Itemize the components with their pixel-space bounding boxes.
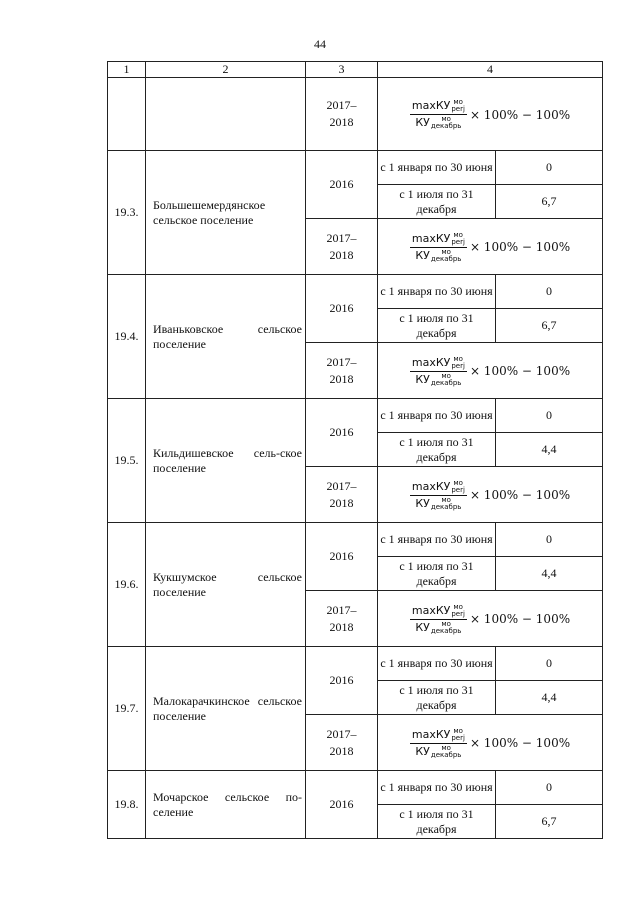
formula-denominator: КУ мо декабрь — [415, 115, 462, 130]
formula-fraction — [410, 99, 467, 130]
year-cell: 2016 — [306, 399, 378, 467]
year-cell: 2017– 2018 — [306, 715, 378, 771]
formula-denominator: КУ мо декабрь — [415, 619, 462, 635]
formula-fraction — [410, 604, 467, 635]
settlement-name: Кукшумское сельское поселение — [146, 523, 306, 647]
settlement-name: Малокарачкинское сельское поселение — [146, 647, 306, 771]
formula-cell — [378, 715, 603, 771]
period-cell: с 1 января по 30 июня — [378, 399, 496, 433]
formula-numerator: maxКУ мо perj — [411, 230, 465, 246]
value-cell: 4,4 — [496, 557, 603, 591]
settlement-name: Иваньковское сельское поселение — [146, 275, 306, 399]
header-col-2: 2 — [146, 62, 306, 78]
formula-numerator: maxКУ мо perj — [411, 354, 465, 370]
period-cell: с 1 июля по 31 декабря — [378, 309, 496, 343]
empty-num-cell — [108, 78, 146, 151]
period-cell: с 1 января по 30 июня — [378, 647, 496, 681]
period-cell: с 1 января по 30 июня — [378, 523, 496, 557]
year-cell: 2017– 2018 — [306, 591, 378, 647]
formula-cell — [378, 343, 603, 399]
formula-fraction — [410, 232, 467, 263]
value-cell: 4,4 — [496, 433, 603, 467]
year-cell: 2016 — [306, 771, 378, 839]
row-number: 19.8. — [108, 771, 146, 839]
row-number: 19.5. — [108, 399, 146, 523]
table-row — [108, 399, 603, 433]
value-cell: 0 — [496, 647, 603, 681]
formula-tail: × 100% − 100% — [469, 240, 571, 254]
formula — [410, 604, 570, 635]
value-cell: 6,7 — [496, 805, 603, 839]
formula-cell — [378, 467, 603, 523]
formula-cell — [378, 78, 603, 151]
header-col-3: 3 — [306, 62, 378, 78]
value-cell: 0 — [496, 399, 603, 433]
table-row — [108, 523, 603, 557]
formula-numerator: maxКУ мо perj — [411, 478, 465, 494]
year-cell: 2016 — [306, 647, 378, 715]
value-cell: 0 — [496, 523, 603, 557]
formula-fraction — [410, 480, 467, 511]
year-cell: 2016 — [306, 151, 378, 219]
table-row — [108, 771, 603, 805]
header-col-1: 1 — [108, 62, 146, 78]
table-row — [108, 647, 603, 681]
year-cell: 2017– 2018 — [306, 219, 378, 275]
value-cell: 0 — [496, 275, 603, 309]
row-number: 19.6. — [108, 523, 146, 647]
formula-tail: × 100% − 100% — [469, 736, 571, 750]
value-cell: 6,7 — [496, 185, 603, 219]
settlement-name: Большешемердянское сельское поселение — [146, 151, 306, 275]
formula-fraction — [410, 728, 467, 759]
year-cell: 2017– 2018 — [306, 467, 378, 523]
period-cell: с 1 января по 30 июня — [378, 151, 496, 185]
year-cell: 2017– 2018 — [306, 343, 378, 399]
value-cell: 6,7 — [496, 309, 603, 343]
formula-numerator: maxКУ мо perj — [411, 726, 465, 742]
formula-tail: × 100% − 100% — [469, 488, 571, 502]
year-cell: 2017– 2018 — [306, 78, 378, 151]
formula-tail: × 100% − 100% — [469, 107, 571, 122]
value-cell: 0 — [496, 151, 603, 185]
formula-tail: × 100% − 100% — [469, 612, 571, 626]
period-cell: с 1 июля по 31 декабря — [378, 185, 496, 219]
formula-denominator: КУ мо декабрь — [415, 743, 462, 759]
formula — [410, 356, 570, 387]
period-cell: с 1 июля по 31 декабря — [378, 805, 496, 839]
header-col-4: 4 — [378, 62, 603, 78]
formula-cell — [378, 591, 603, 647]
table-header-row — [108, 62, 603, 78]
formula — [410, 232, 570, 263]
formula-denominator: КУ мо декабрь — [415, 371, 462, 387]
year-cell: 2016 — [306, 523, 378, 591]
formula-fraction — [410, 356, 467, 387]
row-number: 19.3. — [108, 151, 146, 275]
table-row — [108, 275, 603, 309]
row-number: 19.7. — [108, 647, 146, 771]
formula-cell — [378, 219, 603, 275]
settlement-name: Мочарское сельское по-селение — [146, 771, 306, 839]
formula-tail: × 100% − 100% — [469, 364, 571, 378]
period-cell: с 1 января по 30 июня — [378, 275, 496, 309]
period-cell: с 1 июля по 31 декабря — [378, 433, 496, 467]
empty-name-cell — [146, 78, 306, 151]
year-cell: 2016 — [306, 275, 378, 343]
tariff-table — [107, 61, 603, 839]
page-number: 44 — [314, 37, 326, 51]
row-number: 19.4. — [108, 275, 146, 399]
formula-denominator: КУ мо декабрь — [415, 247, 462, 263]
formula — [410, 728, 570, 759]
continuation-row — [108, 78, 603, 151]
formula-denominator: КУ мо декабрь — [415, 495, 462, 511]
period-cell: с 1 января по 30 июня — [378, 771, 496, 805]
formula — [410, 480, 570, 511]
value-cell: 4,4 — [496, 681, 603, 715]
period-cell: с 1 июля по 31 декабря — [378, 681, 496, 715]
formula-numerator: maxКУ мо perj — [411, 98, 465, 113]
formula-numerator: maxКУ мо perj — [411, 602, 465, 618]
value-cell: 0 — [496, 771, 603, 805]
table-row — [108, 151, 603, 185]
formula — [410, 99, 570, 130]
period-cell: с 1 июля по 31 декабря — [378, 557, 496, 591]
settlement-name: Кильдишевское сель-ское поселение — [146, 399, 306, 523]
